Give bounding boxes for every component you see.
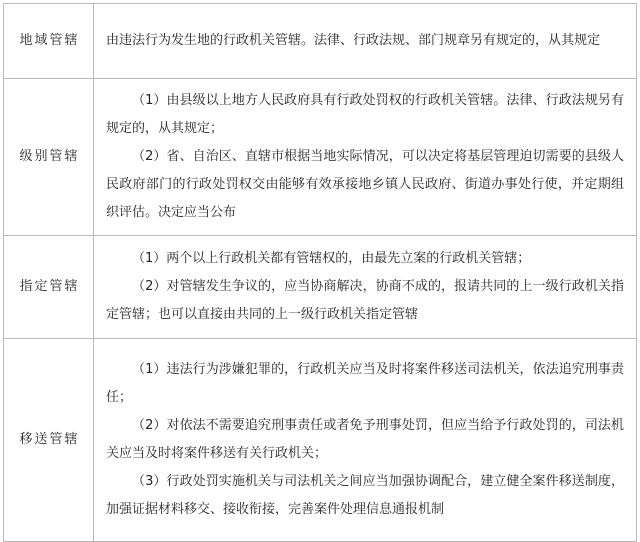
table-row-transfer xyxy=(4,339,637,542)
content-paragraph: （2）对依法不需要追究刑事责任或者免予刑事处罚，但应当给予行政处罚的，司法机关应当及时将案件移送有关行政机关； xyxy=(106,418,624,461)
row-label: 移送管辖 xyxy=(19,432,78,447)
row-label-cell xyxy=(4,236,94,339)
table-row-designated xyxy=(4,236,637,339)
content-paragraph: （2）对管辖发生争议的，应当协商解决，协商不成的，报请共同的上一级行政机关指定管辖；也可以直接由共同的上一级行政机关指定管辖 xyxy=(106,279,624,322)
row-label: 级别管辖 xyxy=(19,149,78,164)
row-label-cell xyxy=(4,79,94,236)
content-paragraph: （1）由县级以上地方人民政府具有行政处罚权的行政机关管辖。法律、行政法规另有规定的，从其规定； xyxy=(106,93,624,136)
row-label-cell xyxy=(4,339,94,542)
row-label: 指定管辖 xyxy=(19,279,78,294)
row-content-cell xyxy=(94,339,637,542)
row-label: 地域管辖 xyxy=(19,33,78,48)
table-row-level xyxy=(4,79,637,236)
content-paragraph: （2）省、自治区、直辖市根据当地实际情况，可以决定将基层管理迫切需要的县级人民政府部门的行政处罚权交由能够有效承接地乡镇人民政府、街道办事处行使，并定期组织评估。决定应当公布 xyxy=(106,149,624,220)
row-content-cell xyxy=(94,4,637,79)
content-paragraph: 由违法行为发生地的行政机关管辖。法律、行政法规、部门规章另有规定的，从其规定 xyxy=(106,33,601,48)
content-paragraph: （3）行政处罚实施机关与司法机关之间应当加强协调配合，建立健全案件移送制度，加强证据材料移交、接收衔接，完善案件处理信息通报机制 xyxy=(106,474,624,517)
row-content-cell xyxy=(94,236,637,339)
table-row-territorial xyxy=(4,4,637,79)
row-label-cell xyxy=(4,4,94,79)
content-paragraph: （1）违法行为涉嫌犯罪的，行政机关应当及时将案件移送司法机关，依法追究刑事责任； xyxy=(106,362,624,405)
jurisdiction-table xyxy=(3,3,637,542)
row-content-cell xyxy=(94,79,637,236)
content-paragraph: （1）两个以上行政机关都有管辖权的，由最先立案的行政机关管辖； xyxy=(132,251,531,266)
